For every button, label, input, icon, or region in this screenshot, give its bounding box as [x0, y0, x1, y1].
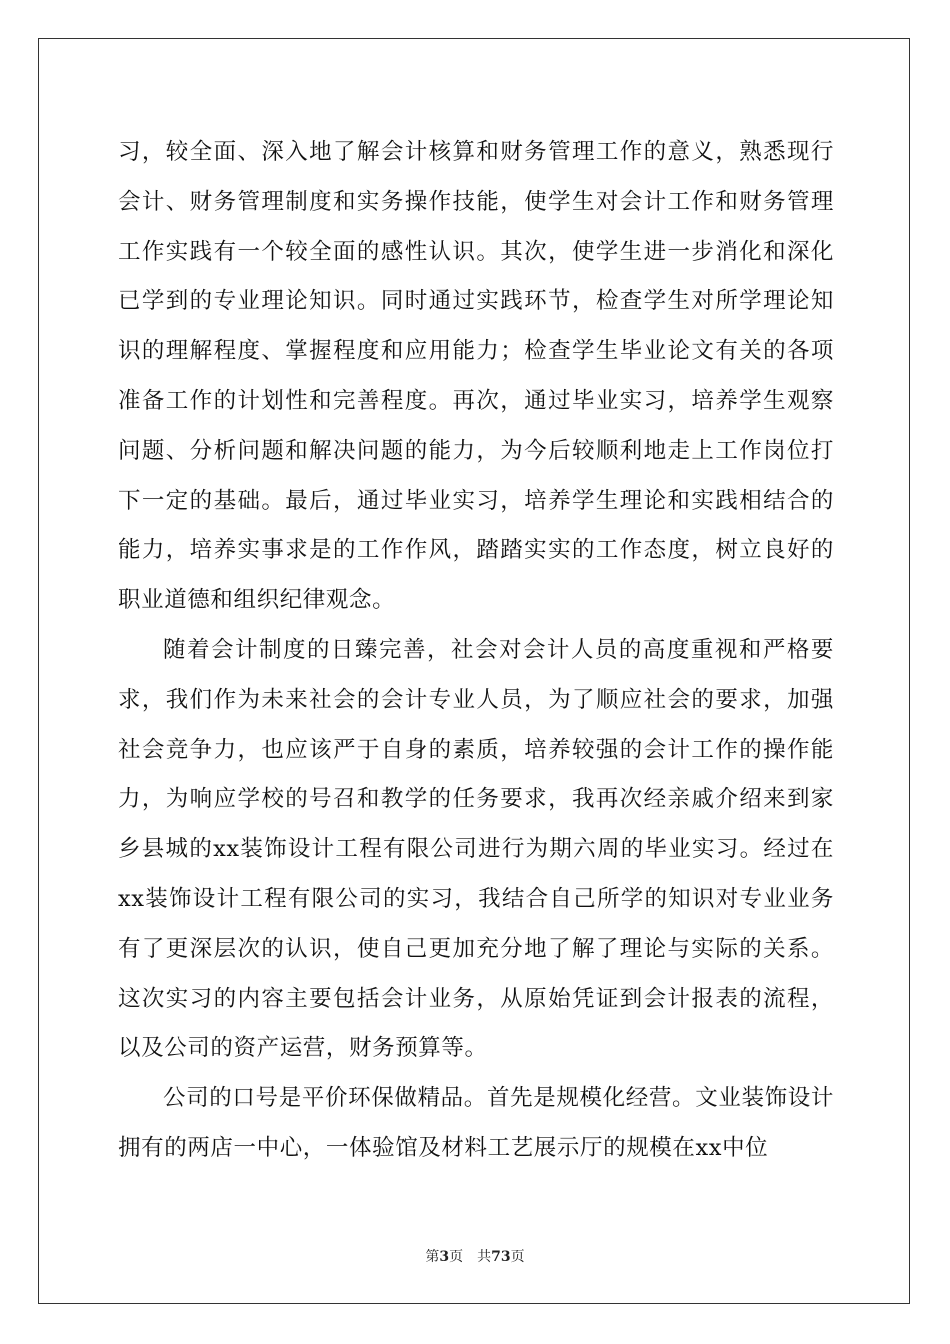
paragraph-2: 随着会计制度的日臻完善，社会对会计人员的高度重视和严格要求，我们作为未来社会的会计专业人员，为了顺应社会的要求，加强社会竞争力，也应该严于自身的素质，培养较强的会计工作的操作能力，为响应学校的号召和教学的任务要求，我再次经亲戚介绍来到家乡县城的xx装饰设计工程有限公司进行为期六周的毕业实习。经过在xx装饰设计工程有限公司的实习，我结合自己所学的知识对专业业务有了更深层次的认识，使自己更加充分地了解了理论与实际的关系。这次实习的内容主要包括会计业务，从原始凭证到会计报表的流程，以及公司的资产运营，财务预算等。 [118, 636, 834, 1062]
total-pages-suffix: 页 [510, 1249, 525, 1265]
paragraph-3: 公司的口号是平价环保做精品。首先是规模化经营。文业装饰设计拥有的两店一中心，一体验馆及材料工艺展示厅的规模在xx中位 [118, 1085, 834, 1161]
document-body [118, 128, 834, 1174]
total-pages: 73 [491, 1249, 511, 1265]
page-number-prefix: 第 [425, 1249, 440, 1265]
page-number: 3 [439, 1249, 450, 1265]
page-footer [0, 1246, 950, 1266]
page-number-suffix: 页 [449, 1249, 464, 1265]
paragraph-1: 习，较全面、深入地了解会计核算和财务管理工作的意义，熟悉现行会计、财务管理制度和实务操作技能，使学生对会计工作和财务管理工作实践有一个较全面的感性认识。其次，使学生进一步消化和深化已学到的专业理论知识。同时通过实践环节，检查学生对所学理论知识的理解程度、掌握程度和应用能力；检查学生毕业论文有关的各项准备工作的计划性和完善程度。再次，通过毕业实习，培养学生观察问题、分析问题和解决问题的能力，为今后较顺利地走上工作岗位打下一定的基础。最后，通过毕业实习，培养学生理论和实践相结合的能力，培养实事求是的工作作风，踏踏实实的工作态度，树立良好的职业道德和组织纪律观念。 [118, 139, 834, 614]
total-pages-prefix: 共 [477, 1249, 492, 1265]
